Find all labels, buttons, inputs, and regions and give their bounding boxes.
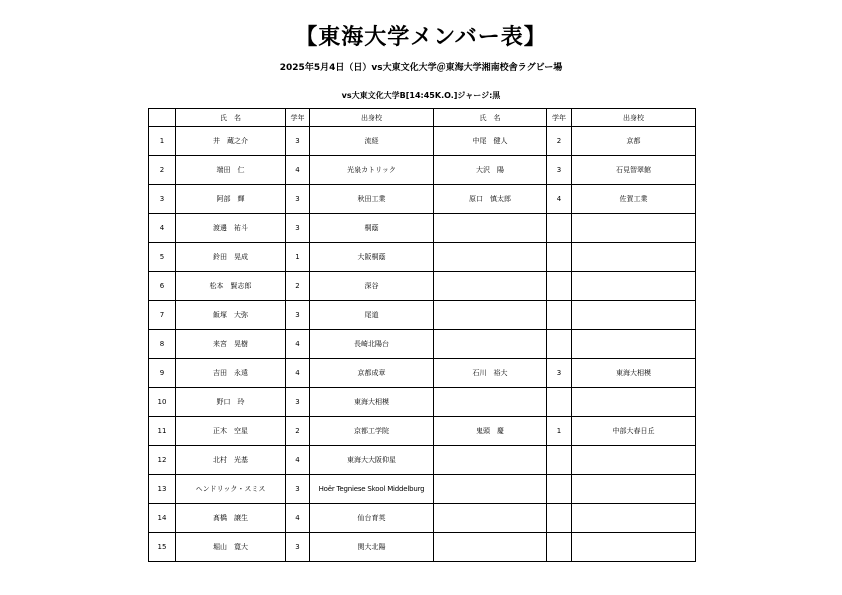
- player-school: 東海大大阪仰星: [310, 446, 434, 475]
- reserve-name: 鬼頭 慶: [434, 417, 547, 446]
- table-row: [149, 446, 696, 475]
- player-name: 北村 光基: [176, 446, 286, 475]
- player-school: 流経: [310, 127, 434, 156]
- player-number: 7: [149, 301, 176, 330]
- reserve-year: [547, 475, 572, 504]
- player-number: 12: [149, 446, 176, 475]
- table-row: [149, 388, 696, 417]
- player-year: 4: [286, 156, 310, 185]
- reserve-name: 中尾 健人: [434, 127, 547, 156]
- reserve-name: [434, 533, 547, 562]
- player-year: 3: [286, 214, 310, 243]
- table-row: [149, 156, 696, 185]
- header-number: [149, 109, 176, 127]
- reserve-year: 3: [547, 359, 572, 388]
- table-row: [149, 272, 696, 301]
- reserve-year: [547, 243, 572, 272]
- table-row: [149, 330, 696, 359]
- player-name: 阿部 輝: [176, 185, 286, 214]
- player-year: 4: [286, 446, 310, 475]
- player-name: 松本 賢志郎: [176, 272, 286, 301]
- header-sub-school: 出身校: [572, 109, 696, 127]
- reserve-year: 1: [547, 417, 572, 446]
- reserve-school: [572, 272, 696, 301]
- reserve-school: 東海大相模: [572, 359, 696, 388]
- player-year: 4: [286, 504, 310, 533]
- table-row: [149, 417, 696, 446]
- member-table: [148, 108, 696, 562]
- reserve-name: [434, 388, 547, 417]
- reserve-year: 3: [547, 156, 572, 185]
- player-school: 桐蔭: [310, 214, 434, 243]
- reserve-school: 佐賀工業: [572, 185, 696, 214]
- reserve-year: [547, 504, 572, 533]
- player-number: 10: [149, 388, 176, 417]
- header-name: 氏 名: [176, 109, 286, 127]
- player-year: 1: [286, 243, 310, 272]
- reserve-school: 石見智翠館: [572, 156, 696, 185]
- reserve-name: 原口 慎太郎: [434, 185, 547, 214]
- player-school: 関大北陽: [310, 533, 434, 562]
- table-row: [149, 185, 696, 214]
- player-name: 髙橋 譲生: [176, 504, 286, 533]
- table-row: [149, 359, 696, 388]
- reserve-year: [547, 388, 572, 417]
- player-school: 東海大相模: [310, 388, 434, 417]
- player-school: 尾道: [310, 301, 434, 330]
- reserve-year: [547, 272, 572, 301]
- player-year: 3: [286, 185, 310, 214]
- player-number: 1: [149, 127, 176, 156]
- reserve-year: [547, 330, 572, 359]
- player-number: 5: [149, 243, 176, 272]
- player-number: 14: [149, 504, 176, 533]
- player-school: 仙台育英: [310, 504, 434, 533]
- reserve-year: 4: [547, 185, 572, 214]
- reserve-school: [572, 504, 696, 533]
- reserve-name: [434, 301, 547, 330]
- player-year: 4: [286, 330, 310, 359]
- player-year: 3: [286, 388, 310, 417]
- reserve-year: 2: [547, 127, 572, 156]
- table-row: [149, 214, 696, 243]
- player-number: 13: [149, 475, 176, 504]
- reserve-school: [572, 475, 696, 504]
- player-year: 3: [286, 533, 310, 562]
- player-year: 2: [286, 272, 310, 301]
- player-number: 8: [149, 330, 176, 359]
- player-number: 6: [149, 272, 176, 301]
- reserve-name: 石川 裕大: [434, 359, 547, 388]
- player-year: 2: [286, 417, 310, 446]
- table-row: [149, 475, 696, 504]
- reserve-name: [434, 475, 547, 504]
- player-name: 鈴田 晃成: [176, 243, 286, 272]
- reserve-name: [434, 243, 547, 272]
- player-school: 大阪桐蔭: [310, 243, 434, 272]
- player-name: 野口 玲: [176, 388, 286, 417]
- reserve-school: [572, 446, 696, 475]
- reserve-school: [572, 301, 696, 330]
- player-number: 11: [149, 417, 176, 446]
- table-header-row: [149, 109, 696, 127]
- match-info: vs大東文化大学B[14:45K.O.]ジャージ:黒: [341, 91, 501, 100]
- player-school: 京都成章: [310, 359, 434, 388]
- table-row: [149, 533, 696, 562]
- reserve-name: [434, 446, 547, 475]
- reserve-school: [572, 243, 696, 272]
- player-school: 光泉カトリック: [310, 156, 434, 185]
- table-row: [149, 301, 696, 330]
- player-year: 3: [286, 301, 310, 330]
- player-school: 長崎北陽台: [310, 330, 434, 359]
- reserve-year: [547, 446, 572, 475]
- table-row: [149, 504, 696, 533]
- player-name: ヘンドリック・スミス: [176, 475, 286, 504]
- reserve-school: [572, 533, 696, 562]
- reserve-name: [434, 504, 547, 533]
- reserve-name: [434, 272, 547, 301]
- reserve-year: [547, 533, 572, 562]
- reserve-year: [547, 214, 572, 243]
- header-sub-name: 氏 名: [434, 109, 547, 127]
- table-row: [149, 243, 696, 272]
- player-name: 来宮 晃樹: [176, 330, 286, 359]
- header-sub-year: 学年: [547, 109, 572, 127]
- match-date-venue: 2025年5月4日（日）vs大東文化大学＠東海大学湘南校舎ラグビー場: [279, 63, 563, 73]
- reserve-name: [434, 214, 547, 243]
- player-school: 秋田工業: [310, 185, 434, 214]
- player-number: 9: [149, 359, 176, 388]
- player-school: 京都工学院: [310, 417, 434, 446]
- reserve-name: [434, 330, 547, 359]
- player-year: 3: [286, 127, 310, 156]
- reserve-year: [547, 301, 572, 330]
- reserve-school: 京都: [572, 127, 696, 156]
- header-school: 出身校: [310, 109, 434, 127]
- player-name: 堀山 寛大: [176, 533, 286, 562]
- reserve-school: [572, 388, 696, 417]
- player-name: 飯塚 大弥: [176, 301, 286, 330]
- reserve-school: 中部大春日丘: [572, 417, 696, 446]
- player-school: 深谷: [310, 272, 434, 301]
- player-name: 正木 空星: [176, 417, 286, 446]
- player-name: 井 蔵之介: [176, 127, 286, 156]
- reserve-name: 大沢 陽: [434, 156, 547, 185]
- player-year: 3: [286, 475, 310, 504]
- player-name: 吉田 永遠: [176, 359, 286, 388]
- player-year: 4: [286, 359, 310, 388]
- page-title: 【東海大学メンバー表】: [295, 25, 547, 50]
- reserve-school: [572, 330, 696, 359]
- player-school: Hoër Tegniese Skool Middelburg: [310, 475, 434, 504]
- reserve-school: [572, 214, 696, 243]
- player-number: 2: [149, 156, 176, 185]
- player-name: 渡邊 祐斗: [176, 214, 286, 243]
- player-name: 端田 仁: [176, 156, 286, 185]
- header-year: 学年: [286, 109, 310, 127]
- table-row: [149, 127, 696, 156]
- player-number: 3: [149, 185, 176, 214]
- player-number: 15: [149, 533, 176, 562]
- player-number: 4: [149, 214, 176, 243]
